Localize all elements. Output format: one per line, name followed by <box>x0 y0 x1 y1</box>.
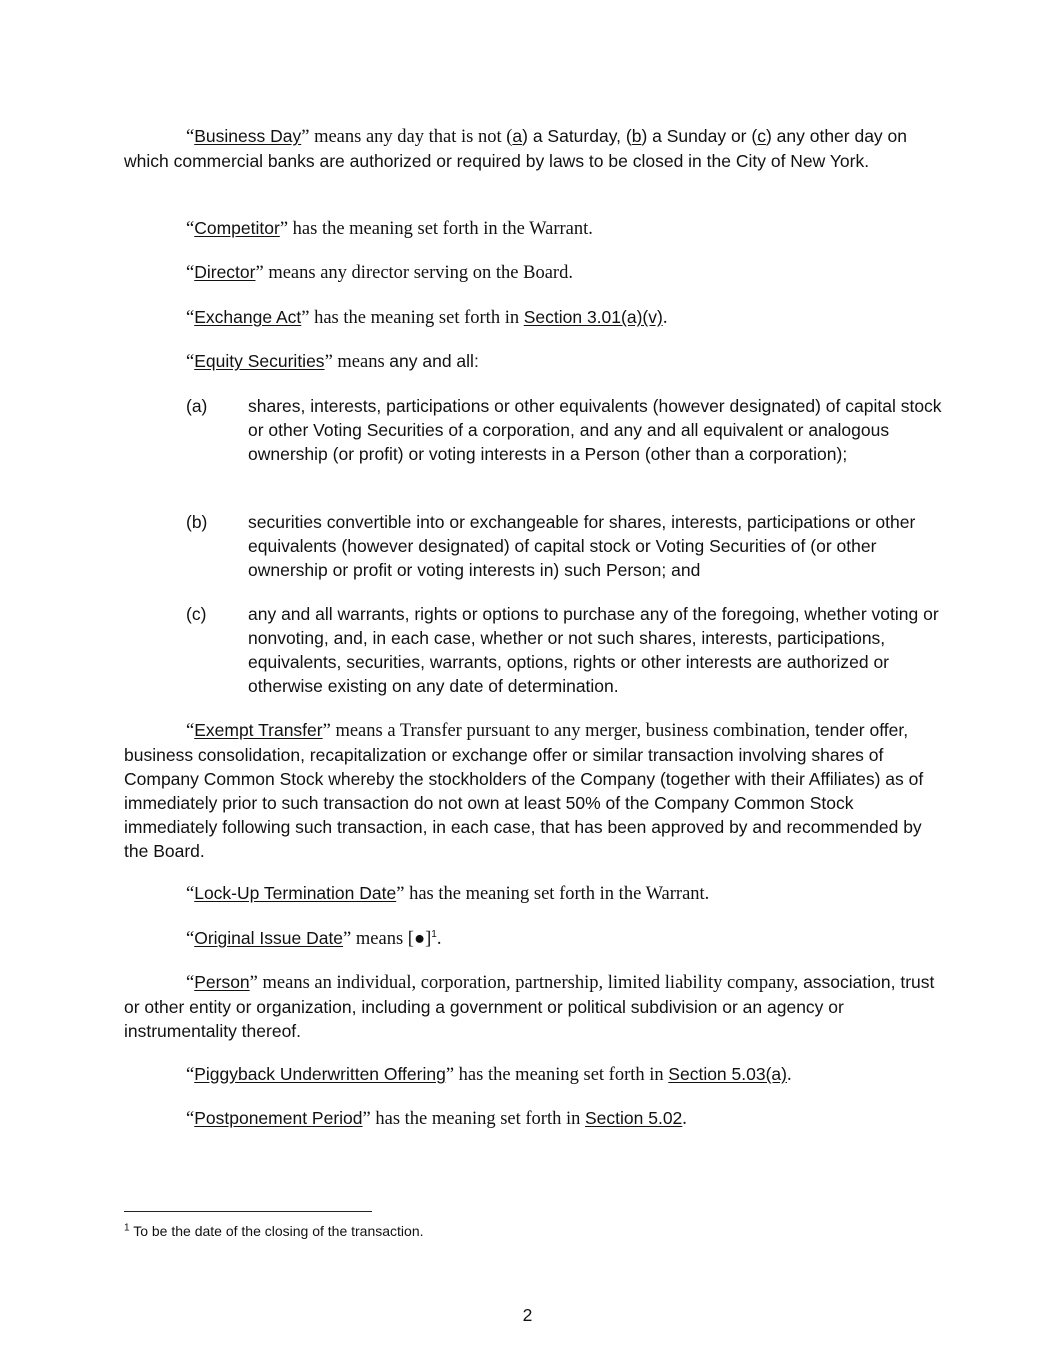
page-number: 2 <box>522 1305 533 1325</box>
defined-term: Lock-Up Termination Date <box>194 883 397 903</box>
list-item: (b) securities convertible into or exchangeable for shares, interests, participations or other equivalents (however designated) of capital stock or Voting Securities of (or other ownership or profit or voting interests in) such Person; and <box>186 512 916 580</box>
footnote-reference: 1 <box>431 929 437 941</box>
section-reference: Section 5.02 <box>585 1108 683 1128</box>
definition-business-day: “Business Day” means any day that is not (a) a Saturday, (b) a Sunday or (c) any other day on which commercial banks are authorized or required by laws to be closed in the City of New York. <box>124 126 908 171</box>
definition-person: “Person” means an individual, corporation, partnership, limited liability company, association, trust or other entity or organization, including a government or political subdivision or an agency or instrumentality thereof. <box>124 972 935 1041</box>
defined-term: Competitor <box>194 218 280 238</box>
list-item: (c) any and all warrants, rights or options to purchase any of the foregoing, whether voting or nonvoting, and, in each case, whether or not such shares, interests, participations, equivalents, securities, warrants, options, rights or other interests are authorized or otherwise existing on any date of determination. <box>186 604 939 696</box>
definition-director: “Director” means any director serving on the Board. <box>186 262 573 283</box>
section-reference: Section 5.03(a) <box>668 1064 787 1084</box>
definition-exempt-transfer: “Exempt Transfer” means a Transfer pursuant to any merger, business combination, tender offer, business consolidation, recapitalization or exchange offer or similar transaction involving shares of Company Common Stock whereby the stockholders of the Company (together with their Affiliates) as of immediately prior to such transaction do not own at least 50% of the Company Common Stock immediately following such transaction, in each case, that has been approved by and recommended by the Board. <box>124 720 924 861</box>
defined-term: Business Day <box>194 126 302 146</box>
definition-original-issue-date: “Original Issue Date” means [●]$^1$. <box>186 928 442 949</box>
defined-term: Original Issue Date <box>194 928 344 948</box>
definition-competitor: “Competitor” has the meaning set forth in the Warrant. <box>186 218 593 239</box>
definition-equity-securities: “Equity Securities” means any and all: <box>186 351 479 372</box>
defined-term: Postponement Period <box>194 1108 363 1128</box>
defined-term: Exempt Transfer <box>194 720 323 740</box>
definition-exchange-act: “Exchange Act” has the meaning set forth in Section 3.01(a)(v). <box>186 307 668 328</box>
defined-term: Piggyback Underwritten Offering <box>194 1064 446 1084</box>
defined-term: Equity Securities <box>194 351 325 371</box>
list-item: (a) shares, interests, participations or other equivalents (however designated) of capital stock or other Voting Securities of a corporation, and any and all equivalent or analogous ownership (or profit) or voting interests in a Person (other than a corporation); <box>186 396 942 464</box>
definition-postponement-period: “Postponement Period” has the meaning set forth in Section 5.02. <box>186 1108 687 1129</box>
definition-lock-up-termination-date: “Lock-Up Termination Date” has the meaning set forth in the Warrant. <box>186 883 710 904</box>
footnote: $^1$ To be the date of the closing of the transaction. <box>124 1222 424 1239</box>
defined-term: Person <box>194 972 250 992</box>
defined-term: Director <box>194 262 256 282</box>
defined-term: Exchange Act <box>194 307 302 327</box>
footnote-divider <box>124 1211 372 1212</box>
definition-piggyback-underwritten-offering: “Piggyback Underwritten Offering” has the meaning set forth in Section 5.03(a). <box>186 1064 792 1085</box>
section-reference: Section 3.01(a)(v) <box>523 307 663 327</box>
